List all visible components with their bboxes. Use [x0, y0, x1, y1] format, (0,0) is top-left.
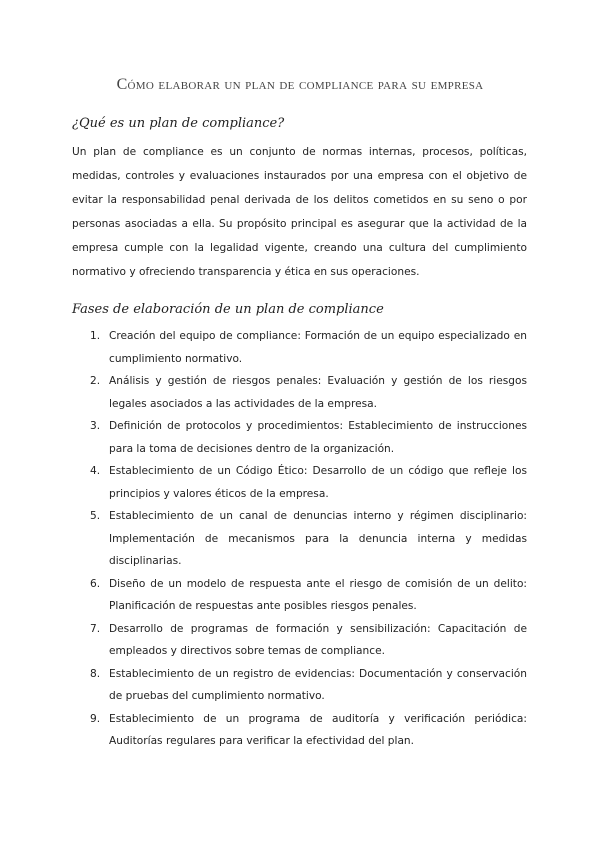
list-item-text: Creación del equipo de compliance: Formación de un equipo especializado en cumplimiento normativo.: [109, 330, 527, 365]
list-item: [72, 708, 527, 753]
list-item-text: Establecimiento de un Código Ético: Desarrollo de un código que refleje los principios y valores éticos de la empresa.: [109, 465, 527, 500]
list-item-number: 8.: [90, 667, 101, 680]
list-item-number: 6.: [90, 577, 101, 590]
list-item: [72, 325, 527, 370]
list-item-text: Diseño de un modelo de respuesta ante el riesgo de comisión de un delito: Planificación de respuestas ante posibles riesgos penales.: [109, 577, 527, 612]
list-item-number: 9.: [90, 712, 101, 725]
list-item: [72, 573, 527, 618]
section-heading-what-is: ¿Qué es un plan de compliance?: [72, 116, 285, 131]
list-item: [72, 370, 527, 415]
list-item-number: 2.: [90, 375, 101, 387]
list-item: [72, 663, 527, 708]
list-item-number: 3.: [90, 420, 101, 432]
list-item-text: Análisis y gestión de riesgos penales: Evaluación y gestión de los riesgos legales asociados a las actividades de la empresa.: [109, 375, 527, 410]
list-item-number: 4.: [90, 465, 101, 477]
list-item-text: Establecimiento de un registro de evidencias: Documentación y conservación de pruebas del cumplimiento normativo.: [109, 667, 527, 702]
list-item: [72, 415, 527, 460]
list-item-number: 5.: [90, 510, 101, 522]
list-item-text: Establecimiento de un programa de auditoría y verificación periódica: Auditorías regulares para verificar la efectividad del plan.: [109, 712, 527, 747]
document-title: Cómo elaborar un plan de compliance para su empresa: [116, 76, 484, 93]
list-item-text: Establecimiento de un canal de denuncias interno y régimen disciplinario: Implementación de mecanismos para la denuncia interna y medidas disciplinarias.: [109, 510, 527, 567]
list-item-text: Desarrollo de programas de formación y sensibilización: Capacitación de empleados y directivos sobre temas de compliance.: [109, 622, 527, 657]
list-item: [72, 618, 527, 663]
list-item-number: 1.: [90, 330, 101, 342]
list-item-number: 7.: [90, 622, 101, 635]
section-heading-phases: Fases de elaboración de un plan de compliance: [72, 302, 384, 317]
intro-paragraph: Un plan de compliance es un conjunto de normas internas, procesos, políticas, medidas, controles y evaluaciones instaurados por una empresa con el objetivo de evitar la responsabilidad penal derivada de los delitos cometidos en su seno o por personas asociadas a ella. Su propósito principal es asegurar que la actividad de la empresa cumple con la legalidad vigente, creando una cultura del cumplimiento normativo y ofreciendo transparencia y ética en sus operaciones.: [72, 146, 527, 278]
list-item: [72, 460, 527, 505]
list-item-text: Definición de protocolos y procedimientos: Establecimiento de instrucciones para la toma de decisiones dentro de la organización.: [109, 420, 527, 455]
phase-list: [72, 325, 527, 753]
list-item: [72, 505, 527, 573]
